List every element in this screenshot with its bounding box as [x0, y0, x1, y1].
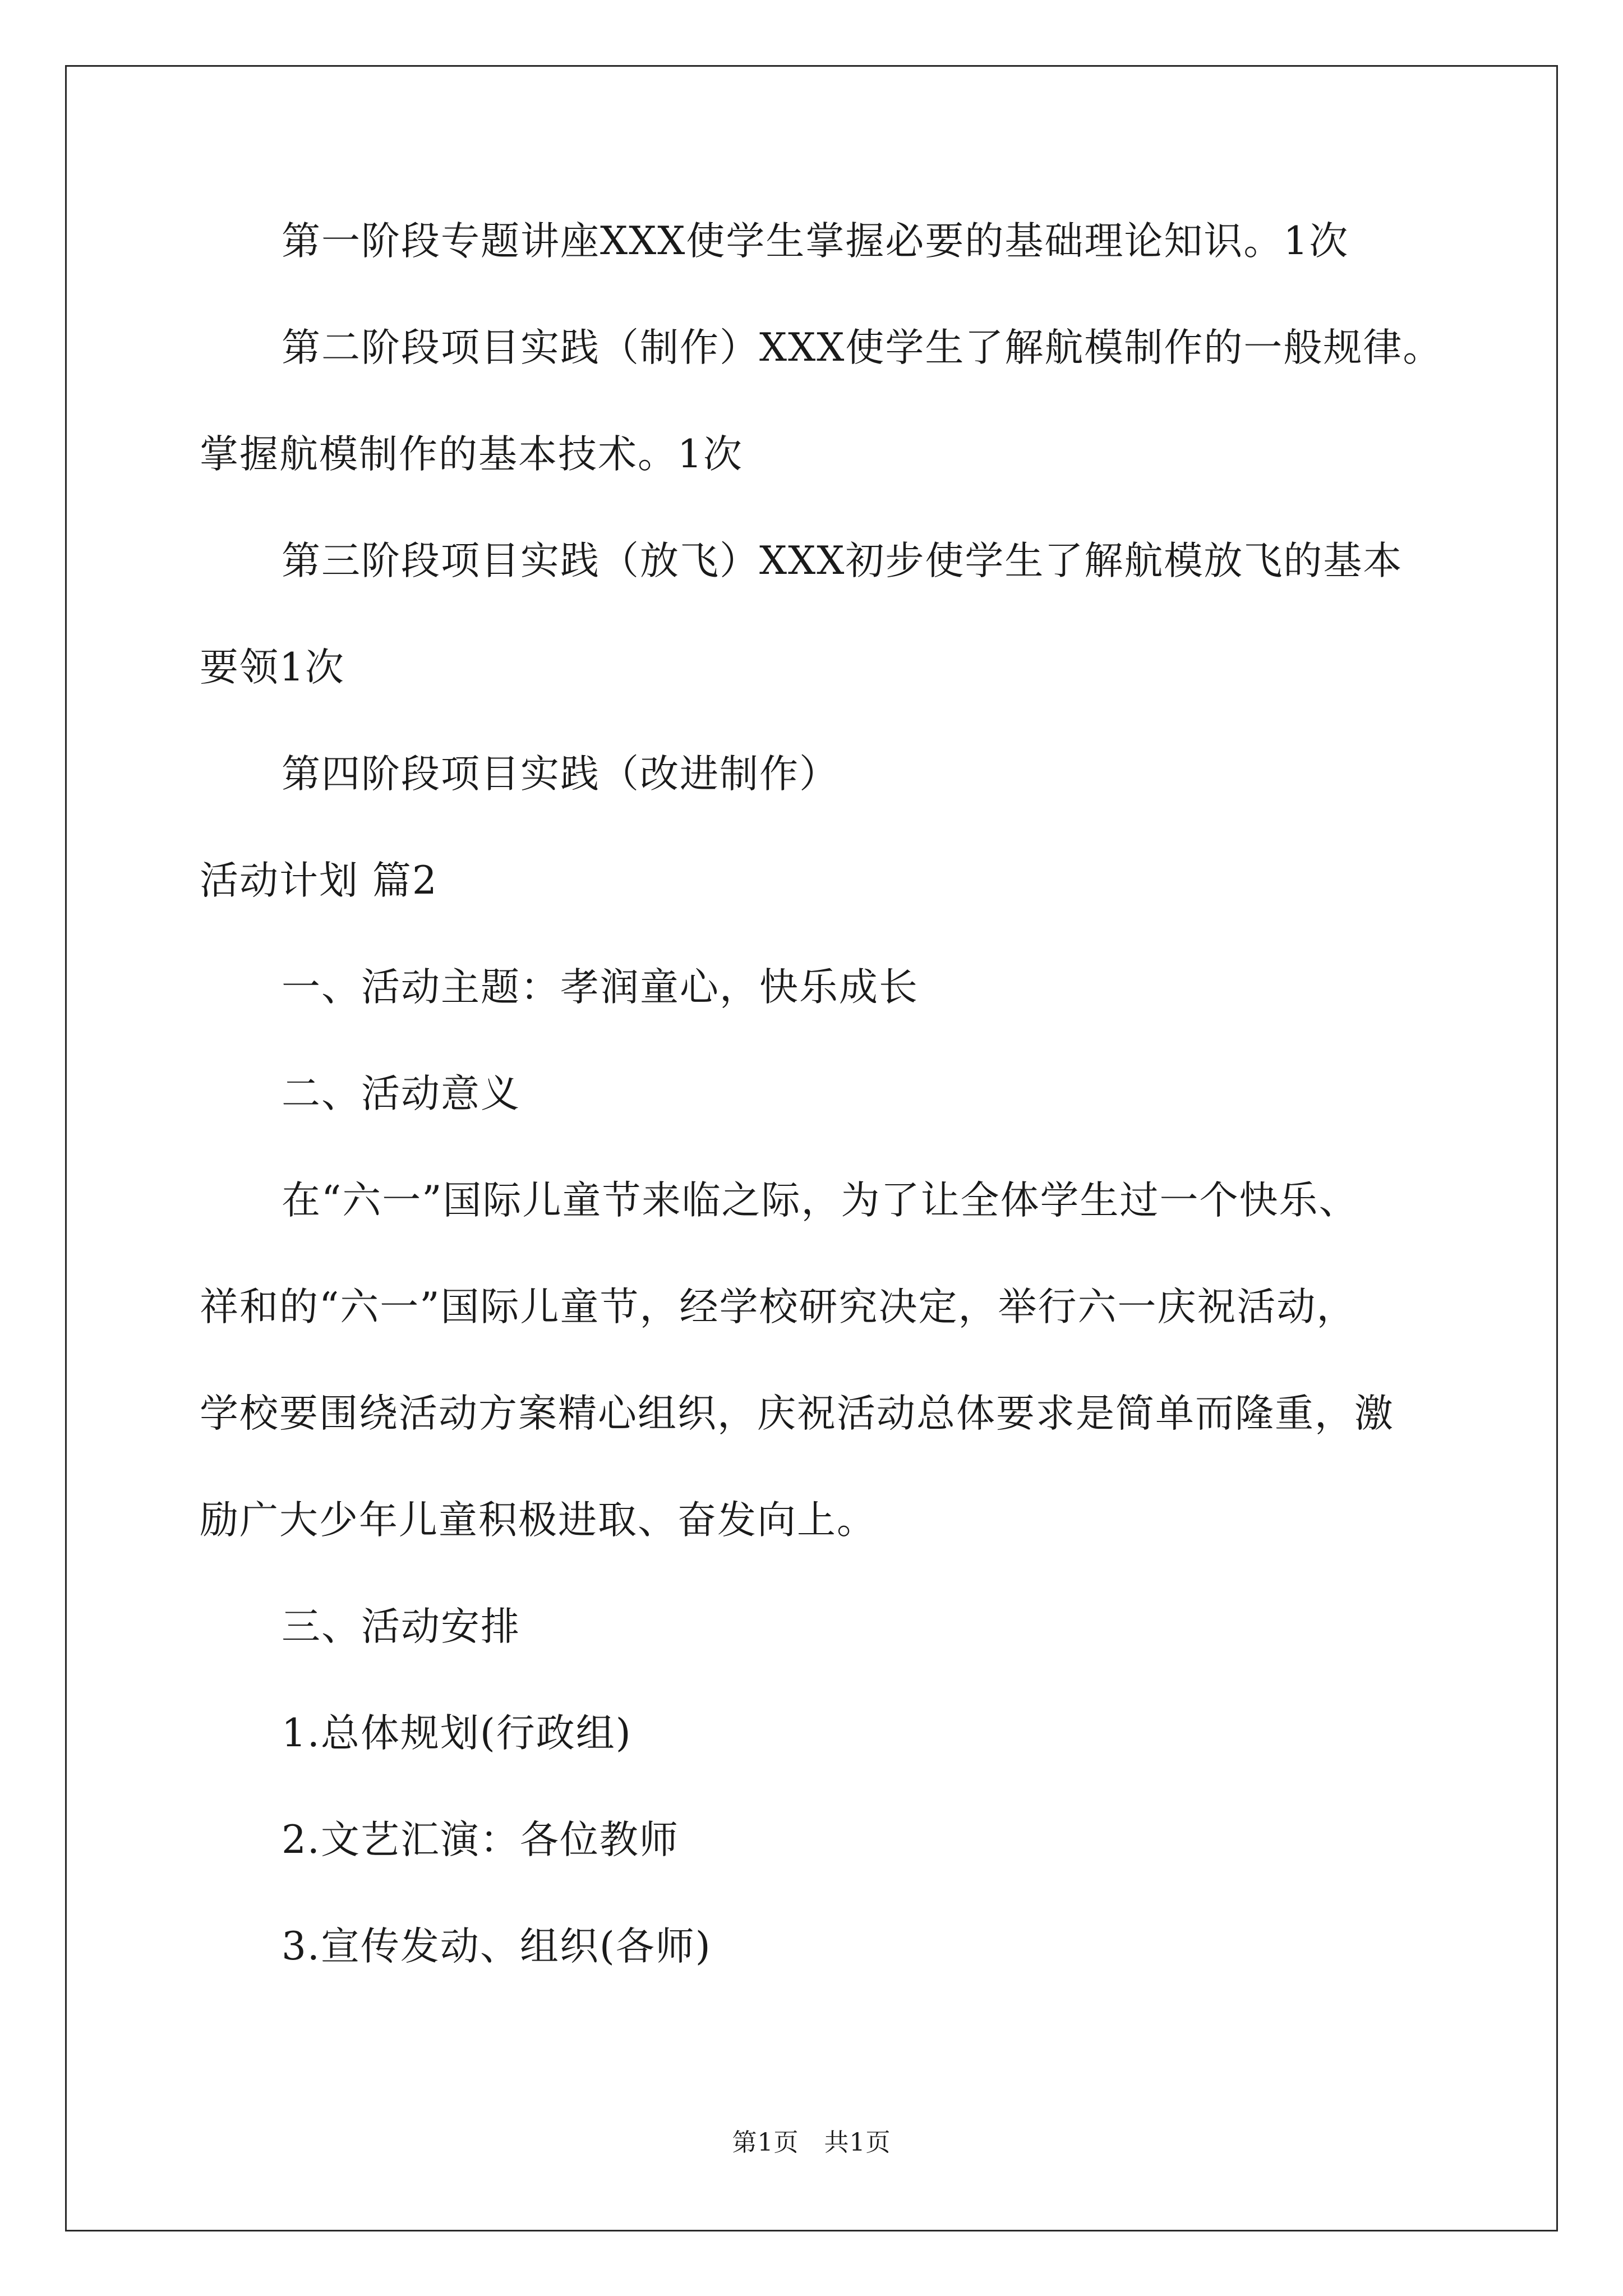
page-footer: 第1页 共1页 [732, 2128, 891, 2157]
heading-activity-arrangement: 三、活动安排 [282, 1604, 520, 1649]
heading-activity-meaning: 二、活动意义 [282, 1071, 520, 1116]
paragraph-line-stage-3: 第三阶段项目实践（放飞）XXX初步使学生了解航模放飞的基本 [282, 539, 1403, 583]
paragraph-line-meaning-1: 在“六一”国际儿童节来临之际，为了让全体学生过一个快乐、 [282, 1178, 1359, 1223]
heading-activity-theme: 一、活动主题：孝润童心，快乐成长 [282, 965, 919, 1010]
paragraph-line-meaning-4: 励广大少年儿童积极进取、奋发向上。 [200, 1498, 877, 1543]
paragraph-line-stage-3-cont: 要领1次 [200, 645, 345, 690]
list-item-2: 2.文艺汇演：各位教师 [282, 1818, 679, 1862]
paragraph-line-stage-2: 第二阶段项目实践（制作）XXX使学生了解航模制作的一般规律。 [282, 325, 1443, 370]
page-border [65, 65, 1558, 2231]
list-item-1: 1.总体规划(行政组) [282, 1711, 632, 1756]
paragraph-line-stage-1: 第一阶段专题讲座XXX使学生掌握必要的基础理论知识。1次 [282, 219, 1349, 264]
list-item-3: 3.宣传发动、组织(各师) [282, 1924, 712, 1969]
paragraph-line-stage-2-cont: 掌握航模制作的基本技术。1次 [200, 432, 743, 477]
paragraph-line-meaning-3: 学校要围绕活动方案精心组织，庆祝活动总体要求是简单而隆重，激 [200, 1391, 1394, 1436]
section-heading: 活动计划 篇2 [200, 858, 438, 903]
paragraph-line-stage-4: 第四阶段项目实践（改进制作） [282, 752, 839, 797]
paragraph-line-meaning-2: 祥和的“六一”国际儿童节，经学校研究决定，举行六一庆祝活动， [200, 1285, 1357, 1329]
